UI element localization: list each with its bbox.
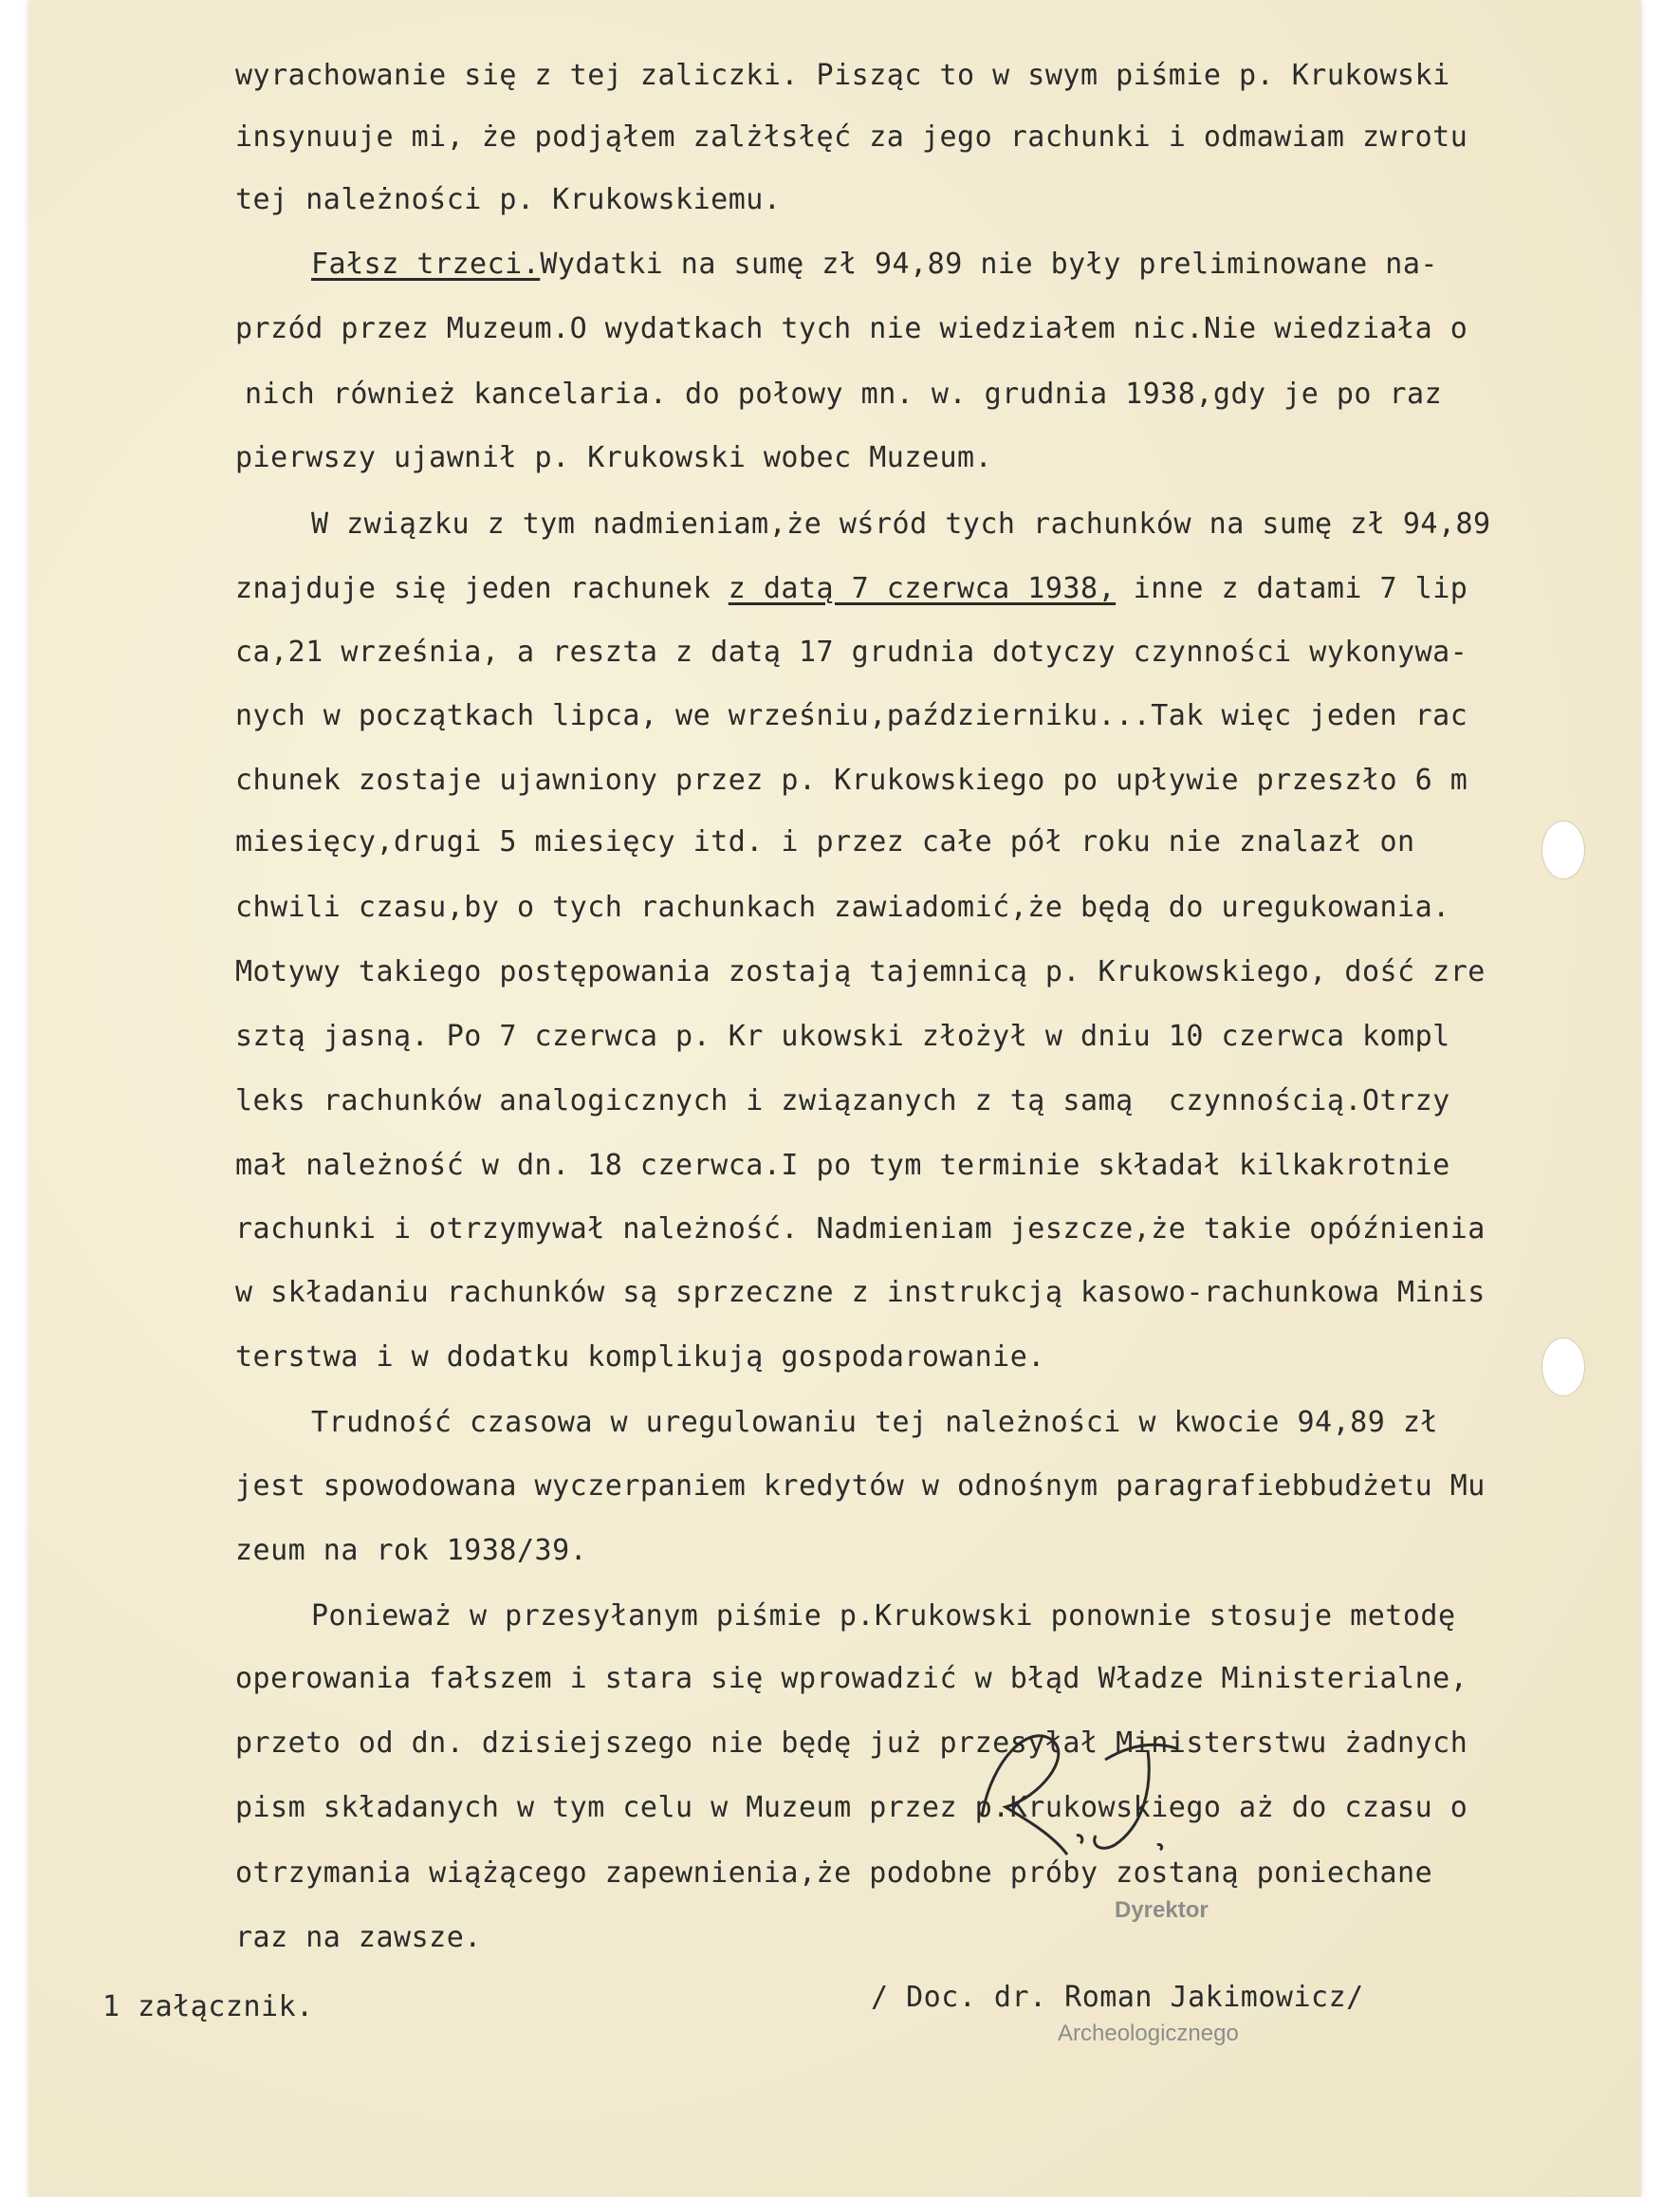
enclosure-note: 1 załącznik. [102,1990,314,2023]
text-line: przód przez Muzeum.O wydatkach tych nie wiedziałem nic.Nie wiedziała o [235,312,1468,345]
text-line: nych w początkach lipca, we wrześniu,październiku...Tak więc jeden rac [235,699,1468,732]
text-line [235,572,1468,605]
text-line: pierwszy ujawnił p. Krukowski wobec Muzeum. [235,441,993,474]
punch-hole [1542,1338,1585,1396]
text-line: mał należność w dn. 18 czerwca.I po tym terminie składał kilkakrotnie [235,1149,1450,1182]
text-line: wyrachowanie się z tej zaliczki. Pisząc to w swym piśmie p. Krukowski [235,59,1450,92]
document-page [28,0,1641,2197]
text-span: inne z datami 7 lip [1116,572,1468,605]
punch-hole [1542,821,1585,879]
text-line: W związku z tym nadmieniam,że wśród tych rachunków na sumę zł 94,89 [311,508,1491,541]
text-line: ca,21 września, a reszta z datą 17 grudnia dotyczy czynności wykonywa- [235,636,1468,669]
text-line: jest spowodowana wyczerpaniem kredytów w odnośnym paragrafiebbudżetu Mu [235,1469,1486,1503]
text-line: nich również kancelaria. do połowy mn. w. grudnia 1938,gdy je po raz [245,378,1443,411]
text-line: przeto od dn. dzisiejszego nie będę już przesyłał Ministerstwu żadnych [235,1726,1468,1760]
underlined-heading: Fałsz trzeci. [311,248,541,281]
text-line: leks rachunków analogicznych i związanych z tą samą czynnością.Otrzy [235,1084,1450,1117]
text-span: znajduje się jeden rachunek [235,572,729,605]
text-line: Trudność czasowa w uregulowaniu tej należności w kwocie 94,89 zł [311,1406,1438,1439]
text-line: operowania fałszem i stara się wprowadzić w błąd Władze Ministerialne, [235,1662,1468,1695]
text-span: Wydatki na sumę zł 94,89 nie były preliminowane na- [540,248,1438,281]
text-line: miesięcy,drugi 5 miesięcy itd. i przez całe pół roku nie znalazł on [235,825,1415,858]
stamp-text: Dyrektor [1115,1897,1209,1923]
text-line [311,248,1438,281]
text-line: Motywy takiego postępowania zostają tajemnicą p. Krukowskiego, dość zre [235,955,1486,988]
text-line: sztą jasną. Po 7 czerwca p. Kr ukowski złożył w dniu 10 czerwca kompl [235,1020,1450,1053]
text-line: chunek zostaje ujawniony przez p. Krukowskiego po upływie przeszło 6 m [235,764,1468,797]
signatory-name: / Doc. dr. Roman Jakimowicz/ [871,1981,1364,2014]
text-line: tej należności p. Krukowskiemu. [235,183,782,216]
text-line: w składaniu rachunków są sprzeczne z instrukcją kasowo-rachunkowa Minis [235,1276,1486,1309]
text-line: insynuuje mi, że podjąłem zalżłsłęć za jego rachunki i odmawiam zwrotu [235,120,1468,154]
text-line: pism składanych w tym celu w Muzeum przez p.Krukowskiego aż do czasu o [235,1791,1468,1824]
underlined-date: z datą 7 czerwca 1938, [728,572,1117,605]
text-line: zeum na rok 1938/39. [235,1534,588,1567]
text-line: otrzymania wiążącego zapewnienia,że podobne próby zostaną poniechane [235,1856,1433,1890]
stamp-text: Archeologicznego [1058,2021,1239,2046]
text-line: Ponieważ w przesyłanym piśmie p.Krukowski ponownie stosuje metodę [311,1599,1456,1633]
text-line: terstwa i w dodatku komplikują gospodarowanie. [235,1340,1045,1374]
text-line: chwili czasu,by o tych rachunkach zawiadomić,że będą do uregukowania. [235,891,1450,924]
text-line: raz na zawsze. [235,1921,482,1954]
text-line: rachunki i otrzymywał należność. Nadmieniam jeszcze,że takie opóźnienia [235,1212,1486,1246]
